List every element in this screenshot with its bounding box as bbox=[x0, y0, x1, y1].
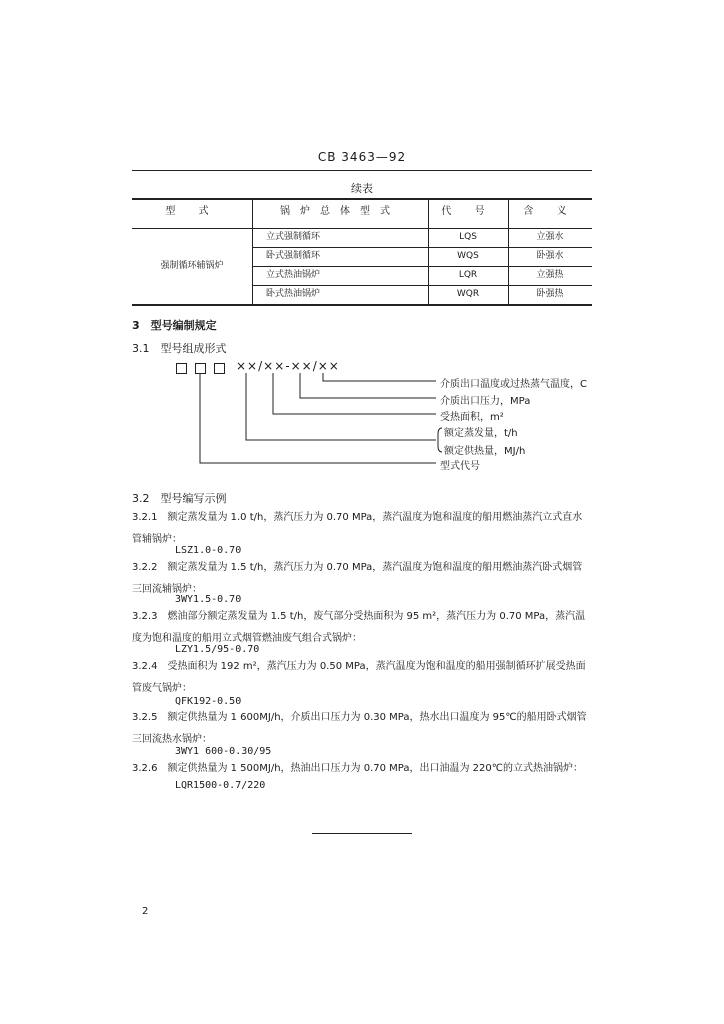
example-text: 3.2.4 受热面积为 192 m²，蒸汽压力为 0.50 MPa，蒸汽温度为饱和温度的船用强制循环扩展受热面管废气锅炉： bbox=[132, 661, 586, 694]
example-code: LSZ1.0-0.70 bbox=[175, 545, 242, 556]
table-cell-code: LQR bbox=[458, 270, 478, 280]
example-code: 3WY1.5-0.70 bbox=[175, 594, 242, 605]
subsection-title: 3.1 型号组成形式 bbox=[132, 342, 227, 355]
label-heating-area: 受热面积，m² bbox=[440, 412, 504, 423]
continuation-label: 续表 bbox=[351, 182, 373, 195]
group-label: 强制循环辅锅炉 bbox=[160, 261, 224, 271]
table-row: 卧式强制循环 bbox=[266, 251, 321, 261]
table-cell-meaning: 立强热 bbox=[536, 270, 564, 280]
example-text: 3.2.5 额定供热量为 1 600MJ/h，介质出口压力为 0.30 MPa，热水出口温度为 95℃的船用卧式烟管三回流热水锅炉： bbox=[132, 712, 587, 745]
table-cell-code: WQR bbox=[456, 289, 480, 299]
label-evaporation: 额定蒸发量，t/h bbox=[444, 428, 518, 439]
example-code: 3WY1 600-0.30/95 bbox=[175, 746, 272, 757]
section-title: 3 型号编制规定 bbox=[132, 319, 217, 332]
subsection-title: 3.2 型号编写示例 bbox=[132, 492, 227, 505]
page-number: 2 bbox=[142, 906, 149, 917]
table-cell-code: WQS bbox=[457, 251, 479, 261]
label-outlet-pressure: 介质出口压力，MPa bbox=[440, 396, 531, 407]
label-outlet-temp: 介质出口温度或过热蒸气温度，C bbox=[440, 379, 587, 390]
example-text: 3.2.2 额定蒸发量为 1.5 t/h，蒸汽压力为 0.70 MPa，蒸汽温度为饱和温度的船用燃油蒸汽卧式烟管三回流辅锅炉： bbox=[132, 562, 583, 595]
table-cell-meaning: 卧强热 bbox=[536, 289, 564, 299]
example-text: 3.2.1 额定蒸发量为 1.0 t/h，蒸汽压力为 0.70 MPa，蒸汽温度为饱和温度的船用燃油蒸汽立式直水管辅锅炉： bbox=[132, 512, 583, 545]
table-cell-meaning: 立强水 bbox=[536, 232, 564, 242]
table-row: 立式热油锅炉 bbox=[266, 270, 321, 280]
table-cell-meaning: 卧强水 bbox=[536, 251, 564, 261]
example-code: LQR1500-0.7/220 bbox=[175, 780, 266, 791]
example-code: QFK192-0.50 bbox=[175, 696, 242, 707]
col-header-body: 锅炉总体型式 bbox=[280, 206, 400, 217]
format-string: ××/××-××/×× bbox=[236, 359, 340, 373]
table-row: 立式强制循环 bbox=[266, 232, 321, 242]
col-header-meaning: 含 义 bbox=[523, 206, 577, 217]
col-header-code: 代 号 bbox=[441, 206, 495, 217]
example-text: 3.2.3 燃油部分额定蒸发量为 1.5 t/h，废气部分受热面积为 95 m²，蒸汽压力为 0.70 MPa，蒸汽温度为饱和温度的船用立式烟管燃油废气组合式锅炉： bbox=[132, 611, 586, 644]
standard-code: CB 3463—92 bbox=[317, 150, 407, 164]
example-code: LZY1.5/95-0.70 bbox=[175, 644, 260, 655]
table-cell-code: LQS bbox=[459, 232, 477, 242]
label-type-code: 型式代号 bbox=[440, 461, 480, 472]
example-text: 3.2.6 额定供热量为 1 500MJ/h，热油出口压力为 0.70 MPa，出口油温为 220℃的立式热油锅炉： bbox=[132, 763, 583, 774]
end-rule bbox=[312, 833, 412, 834]
table-row: 卧式热油锅炉 bbox=[266, 289, 321, 299]
label-heat-supply: 额定供热量，MJ/h bbox=[444, 446, 526, 457]
col-header-type: 型 式 bbox=[165, 206, 219, 217]
